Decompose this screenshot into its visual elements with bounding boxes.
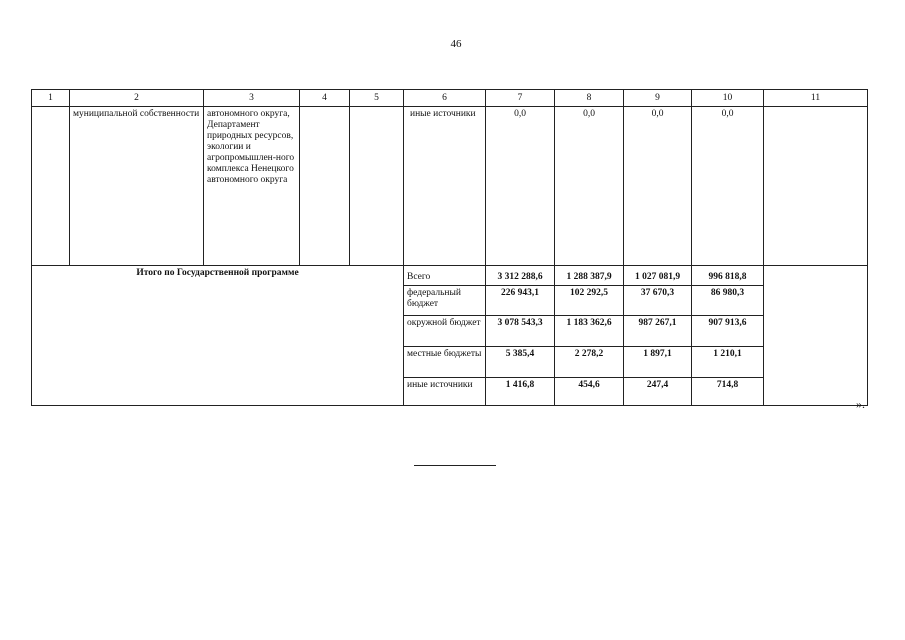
column-header: 6 (404, 90, 486, 107)
value-cell: 37 670,3 (624, 286, 692, 316)
column-header: 5 (350, 90, 404, 107)
table-cell (350, 107, 404, 266)
value-cell: 1 897,1 (624, 347, 692, 378)
budget-table (31, 89, 868, 406)
table-cell: 0,0 (555, 107, 624, 266)
value-cell: 5 385,4 (486, 347, 555, 378)
table-cell (32, 107, 70, 266)
column-header: 10 (692, 90, 764, 107)
value-cell: 247,4 (624, 378, 692, 406)
column-header: 8 (555, 90, 624, 107)
table-cell: 0,0 (624, 107, 692, 266)
table-row (32, 266, 868, 286)
value-cell: 86 980,3 (692, 286, 764, 316)
source-cell: Всего (404, 266, 486, 286)
value-cell: 454,6 (555, 378, 624, 406)
value-cell: 1 183 362,6 (555, 316, 624, 347)
column-header: 7 (486, 90, 555, 107)
value-cell: 226 943,1 (486, 286, 555, 316)
column-header: 3 (204, 90, 300, 107)
value-cell: 1 416,8 (486, 378, 555, 406)
source-cell: местные бюджеты (404, 347, 486, 378)
table-cell: 0,0 (486, 107, 555, 266)
value-cell: 2 278,2 (555, 347, 624, 378)
footer-divider (414, 465, 496, 466)
table-cell: иные источники (404, 107, 486, 266)
table-cell (764, 107, 868, 266)
table-cell (764, 266, 868, 406)
column-header: 2 (70, 90, 204, 107)
value-cell: 987 267,1 (624, 316, 692, 347)
closing-quote: ». (856, 397, 865, 411)
value-cell: 1 027 081,9 (624, 266, 692, 286)
table-row (32, 107, 868, 266)
column-header: 9 (624, 90, 692, 107)
value-cell: 102 292,5 (555, 286, 624, 316)
value-cell: 714,8 (692, 378, 764, 406)
source-cell: федеральный бюджет (404, 286, 486, 316)
value-cell: 1 210,1 (692, 347, 764, 378)
source-cell: иные источники (404, 378, 486, 406)
total-label: Итого по Государственной программе (32, 266, 404, 406)
column-header: 11 (764, 90, 868, 107)
source-cell: окружной бюджет (404, 316, 486, 347)
table-cell: 0,0 (692, 107, 764, 266)
value-cell: 907 913,6 (692, 316, 764, 347)
value-cell: 996 818,8 (692, 266, 764, 286)
value-cell: 3 312 288,6 (486, 266, 555, 286)
page-number: 46 (450, 38, 462, 50)
column-number-row (32, 90, 868, 107)
table-cell (300, 107, 350, 266)
column-header: 1 (32, 90, 70, 107)
table-cell: автономного округа, Департамент природных ресурсов, экологии и агропромышлен-ного комплекса Ненецкого автономного округа (204, 107, 300, 266)
value-cell: 3 078 543,3 (486, 316, 555, 347)
table-cell: муниципальной собственности (70, 107, 204, 266)
value-cell: 1 288 387,9 (555, 266, 624, 286)
column-header: 4 (300, 90, 350, 107)
